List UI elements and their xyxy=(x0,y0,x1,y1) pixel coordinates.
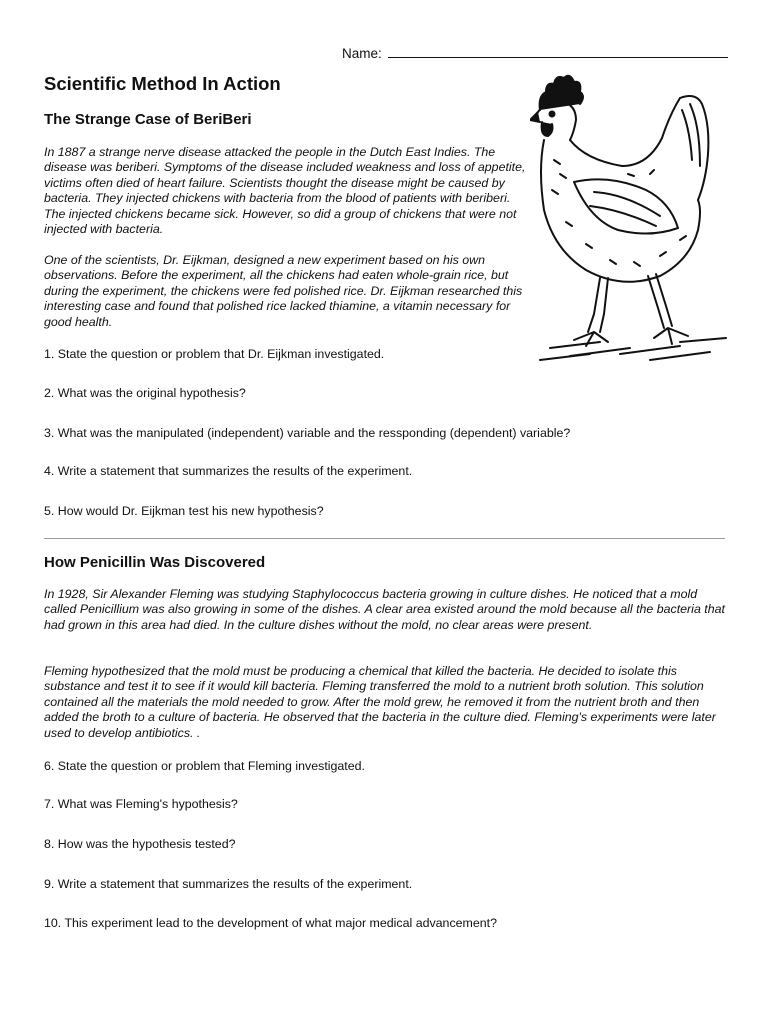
chicken-illustration xyxy=(530,70,730,365)
question-2: 2. What was the original hypothesis? xyxy=(44,386,246,400)
beriberi-paragraph-1: In 1887 a strange nerve disease attacked the people in the Dutch East Indies. The disease was beriberi. Symptoms of the disease included weakness and loss of appetite, victims often died of heart failure. Scientists thought the disease might be caused by bacteria. They injected chickens with bacteria from the blood of patients with beriberi. The injected chickens became sick. However, so did a group of chickens that were not injected with bacteria. xyxy=(44,145,526,237)
question-4: 4. Write a statement that summarizes the results of the experiment. xyxy=(44,464,413,478)
section-heading-penicillin: How Penicillin Was Discovered xyxy=(44,554,266,571)
question-3: 3. What was the manipulated (independent) variable and the ressponding (dependent) variable? xyxy=(44,426,571,440)
question-9: 9. Write a statement that summarizes the results of the experiment. xyxy=(44,877,413,891)
name-blank-line[interactable] xyxy=(388,45,728,58)
question-10: 10. This experiment lead to the development of what major medical advancement? xyxy=(44,916,497,930)
penicillin-paragraph-1: In 1928, Sir Alexander Fleming was studying Staphylococcus bacteria growing in culture dishes. He noticed that a mold called Penicillium was also growing in some of the dishes. A clear area existed around the mold because all the bacteria that had grown in this area had died. In the culture dishes without the mold, no clear areas were present. xyxy=(44,587,725,632)
name-label: Name: xyxy=(342,46,382,61)
penicillin-paragraph-2: Fleming hypothesized that the mold must be producing a chemical that killed the bacteria. He decided to isolate this substance and test it to see if it would kill bacteria. Fleming transferred the mold to a nutrient broth solution. This solution contained all the materials the mold needed to grow. After the mold grew, he removed it from the nutrient broth and then added the broth to a culture of bacteria. He observed that the bacteria in the culture died. Fleming's experiments were later used to develop antibiotics. . xyxy=(44,664,716,740)
question-1: 1. State the question or problem that Dr. Eijkman investigated. xyxy=(44,347,385,361)
section-heading-beriberi: The Strange Case of BeriBeri xyxy=(44,111,252,128)
name-field[interactable] xyxy=(342,45,728,61)
question-8: 8. How was the hypothesis tested? xyxy=(44,837,236,851)
question-6: 6. State the question or problem that Fleming investigated. xyxy=(44,759,365,773)
worksheet-title: Scientific Method In Action xyxy=(44,73,281,94)
section-divider xyxy=(44,538,725,539)
question-7: 7. What was Fleming's hypothesis? xyxy=(44,797,238,811)
question-5: 5. How would Dr. Eijkman test his new hypothesis? xyxy=(44,504,324,518)
beriberi-paragraph-2: One of the scientists, Dr. Eijkman, designed a new experiment based on his own observations. Before the experiment, all the chickens had eaten whole-grain rice, but during the experiment, the chickens were fed polished rice. Dr. Eijkman researched this interesting case and found that polished rice lacked thiamine, a vitamin necessary for good health. xyxy=(44,253,523,329)
